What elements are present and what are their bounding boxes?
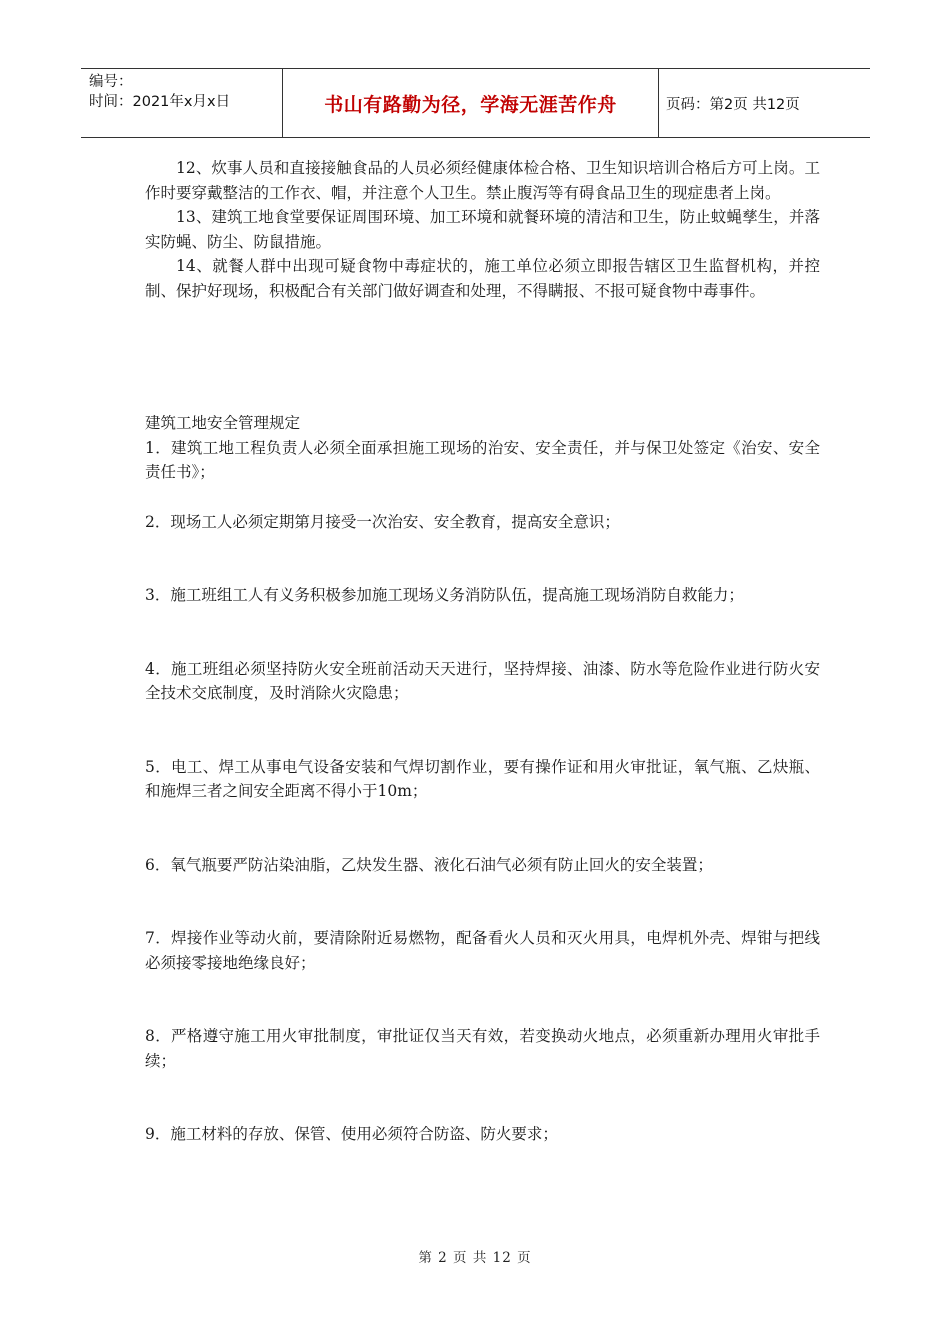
rule-item-9: 9．施工材料的存放、保管、使用必须符合防盗、防火要求； xyxy=(145,1125,558,1143)
paragraph-13: 13、建筑工地食堂要保证周围环境、加工环境和就餐环境的清洁和卫生，防止蚊蝇孳生，并落实防蝇、防尘、防鼠措施。 xyxy=(145,208,820,251)
rule-item-7: 7．焊接作业等动火前，要清除附近易燃物，配备看火人员和灭火用具，电焊机外壳、焊钳与把线必须接零接地绝缘良好； xyxy=(145,929,820,972)
rule-item-5: 5．电工、焊工从事电气设备安装和气焊切割作业，要有操作证和用火审批证，氧气瓶、乙炔瓶、和施焊三者之间安全距离不得小于10m； xyxy=(145,757,820,800)
rule-item-2: 2．现场工人必须定期第月接受一次治安、安全教育，提高安全意识； xyxy=(145,512,620,531)
serial-number-label: 编号： xyxy=(89,74,133,90)
rule-item-3: 3．施工班组工人有义务积极参加施工现场义务消防队伍，提高施工现场消防自救能力； xyxy=(145,586,744,604)
page-footer: 第 2 页 共 12 页 xyxy=(418,1250,532,1266)
section-title: 建筑工地安全管理规定 xyxy=(145,414,301,432)
header-motto: 书山有路勤为径，学海无涯苦作舟 xyxy=(324,93,617,116)
rule-item-8: 8．严格遵守施工用火审批制度，审批证仅当天有效，若变换动火地点，必须重新办理用火审批手续； xyxy=(145,1027,820,1070)
paragraph-14: 14、就餐人群中出现可疑食物中毒症状的，施工单位必须立即报告辖区卫生监督机构，并控制、保护好现场，积极配合有关部门做好调查和处理，不得瞒报、不报可疑食物中毒事件。 xyxy=(145,257,820,300)
paragraph-12: 12、炊事人员和直接接触食品的人员必须经健康体检合格、卫生知识培训合格后方可上岗。工作时要穿戴整洁的工作衣、帽，并注意个人卫生。禁止腹泻等有碍食品卫生的现症患者上岗。 xyxy=(145,159,820,202)
header-left xyxy=(89,72,230,112)
page-header xyxy=(81,68,870,138)
rule-item-6: 6．氧气瓶要严防沾染油脂，乙炔发生器、液化石油气必须有防止回火的安全装置； xyxy=(145,855,713,874)
date-label: 时间：2021年x月x日 xyxy=(89,94,231,110)
header-divider xyxy=(658,69,659,137)
rule-item-4: 4．施工班组必须坚持防火安全班前活动天天进行，坚持焊接、油漆、防水等危险作业进行防火安全技术交底制度，及时消除火灾隐患； xyxy=(145,659,820,702)
rule-item-1: 1．建筑工地工程负责人必须全面承担施工现场的治安、安全责任，并与保卫处签定《治安、安全责任书》； xyxy=(145,438,820,481)
document-body xyxy=(145,156,820,1147)
header-page-number: 页码：第2页 共12页 xyxy=(666,96,800,113)
